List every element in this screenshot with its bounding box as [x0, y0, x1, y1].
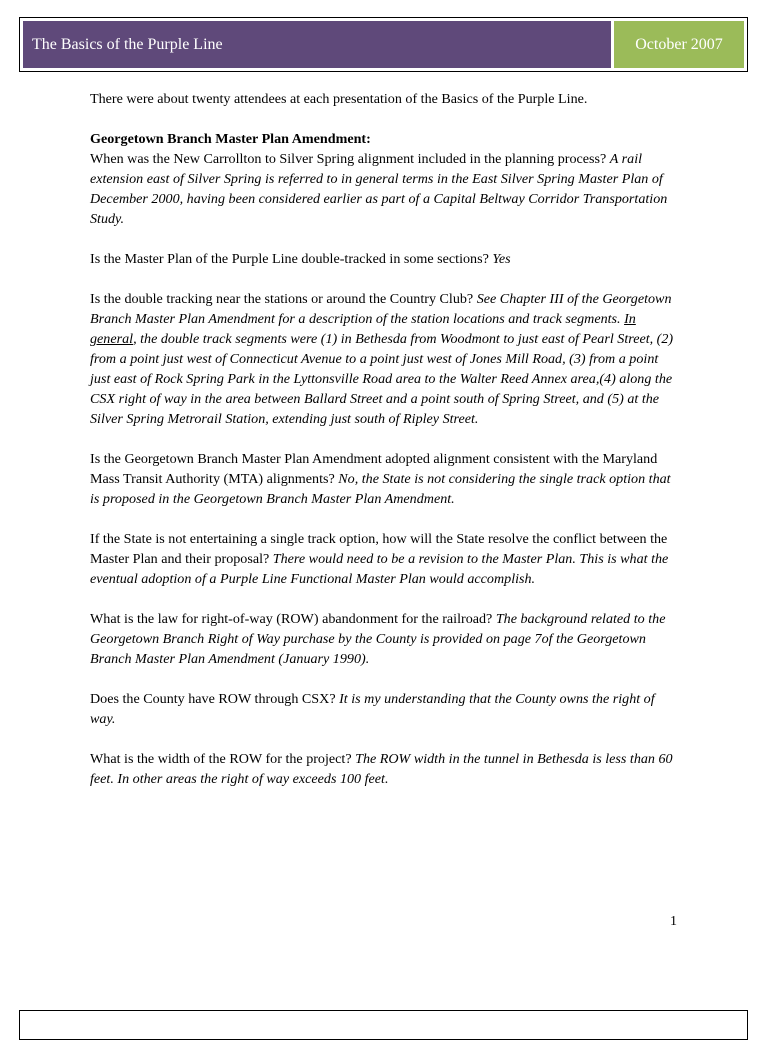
answer-text: There would need to be a revision to the Master Plan. This is what the eventual adoption of a Purple Line Functional Master Plan would accomplish.: [90, 551, 669, 587]
qa-block-4: [90, 449, 682, 509]
qa-block-3: [90, 289, 682, 429]
footer-banner: [19, 1010, 748, 1040]
question-text: Is the Master Plan of the Purple Line double-tracked in some sections?: [90, 251, 493, 267]
answer-text: The background related to the Georgetown Branch Right of Way purchase by the County is provided on page 7of the Georgetown Branch Master Plan Amendment (January 1990).: [90, 611, 666, 667]
question-text: What is the law for right-of-way (ROW) abandonment for the railroad?: [90, 611, 496, 627]
question-text: Is the Georgetown Branch Master Plan Amendment adopted alignment consistent with the Maryland Mass Transit Authority (MTA) alignments?: [90, 451, 658, 487]
qa-block-8: [90, 749, 682, 789]
header-banner: [19, 17, 748, 72]
answer-text: No, the State is not considering the single track option that is proposed in the Georgetown Branch Master Plan Amendment.: [90, 471, 671, 507]
answer-text: A rail extension east of Silver Spring is referred to in general terms in the East Silver Spring Master Plan of December 2000, having been considered earlier as part of a Capital Beltway Corridor Transportation Study.: [90, 151, 668, 227]
answer-text: It is my understanding that the County owns the right of way.: [90, 691, 655, 727]
answer-text-part: See Chapter III of the Georgetown Branch Master Plan Amendment for a description of the station locations and track segments.: [90, 291, 672, 327]
question-text: Is the double tracking near the stations or around the Country Club?: [90, 291, 477, 307]
qa-block-7: [90, 689, 682, 729]
answer-text: [90, 291, 673, 427]
document-title: The Basics of the Purple Line: [23, 21, 611, 68]
qa-block-2: [90, 249, 682, 269]
document-date: October 2007: [614, 21, 744, 68]
qa-block-6: [90, 609, 682, 669]
document-body: [90, 89, 682, 809]
answer-text: Yes: [492, 251, 511, 267]
answer-text-part: , the double track segments were (1) in Bethesda from Woodmont to just east of Pearl Street, (2) from a point just west of Connecticut Avenue to a point just west of Jones Mill Road, (3) from a point just east of Rock Spring Park in the Lyttonsville Road area to the Walter Reed Annex area,(4) along the CSX right of way in the area between Ballard Street and a point south of Spring Street, and (5) at the Silver Spring Metrorail Station, extending just south of Ripley Street.: [90, 331, 674, 427]
intro-paragraph: There were about twenty attendees at each presentation of the Basics of the Purple Line.: [90, 91, 588, 107]
qa-block-5: [90, 529, 682, 589]
question-text: When was the New Carrollton to Silver Spring alignment included in the planning process?: [90, 151, 610, 167]
question-text: Does the County have ROW through CSX?: [90, 691, 340, 707]
question-text: What is the width of the ROW for the project?: [90, 751, 356, 767]
section-heading: Georgetown Branch Master Plan Amendment:: [90, 131, 371, 147]
answer-text: The ROW width in the tunnel in Bethesda is less than 60 feet. In other areas the right of way exceeds 100 feet.: [90, 751, 673, 787]
page-number: 1: [670, 914, 677, 929]
underlined-phrase: In general: [90, 311, 636, 347]
qa-block-1: [90, 129, 682, 229]
question-text: If the State is not entertaining a single track option, how will the State resolve the conflict between the Master Plan and their proposal?: [90, 531, 668, 567]
